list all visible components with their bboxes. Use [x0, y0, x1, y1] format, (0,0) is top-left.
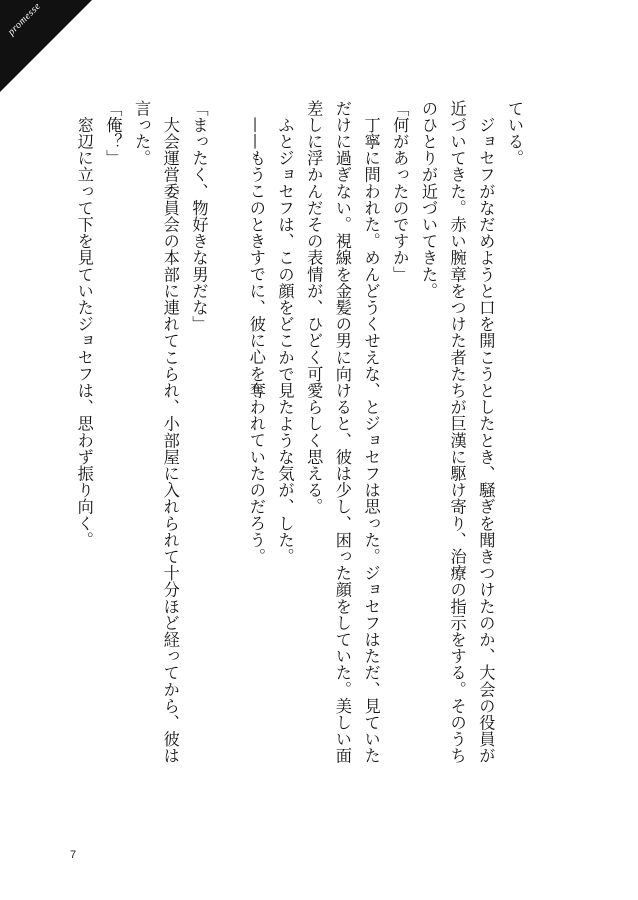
text-line: ている。 [505, 100, 524, 167]
text-line: 「まったく、物好きな男だな」 [189, 100, 209, 333]
vertical-text-body [69, 100, 528, 860]
text-line: 大会運営委員会の本部に連れてこられ、小部屋に入れられて十分ほど経ってから、彼は [160, 100, 180, 764]
text-line: 「俺？」 [103, 100, 123, 167]
text-line: ——もうこのときすでに、彼に心を奪われていたのだろう。 [246, 100, 266, 565]
corner-label: promesse [6, 0, 44, 38]
corner-tab [0, 0, 92, 92]
text-line: 丁寧に問われた。めんどうくせえな、とジョセフは思った。ジョセフはただ、見ていた [361, 100, 381, 764]
page-number: 7 [70, 849, 77, 861]
text-line: 差しに浮かんだその表情が、ひどく可愛らしく思える。 [304, 100, 324, 515]
text-line: 「何があったのですか」 [390, 100, 410, 283]
text-line: ふとジョセフは、この顔をどこかで見たような気が、した。 [275, 100, 295, 565]
text-line: ジョセフがなだめようと口を開こうとしたとき、騒ぎを聞きつけたのか、大会の役員が [476, 100, 496, 764]
text-line: だけに過ぎない。視線を金髪の男に向けると、彼は少し、困った顔をしていた。美しい面 [332, 100, 352, 764]
text-line: 窓辺に立って下を見ていたジョセフは、思わず振り向く。 [74, 100, 94, 549]
text-line: 言った。 [132, 100, 152, 167]
blank-line [212, 100, 241, 860]
text-line: 近づいてきた。赤い腕章をつけた者たちが巨漢に駆け寄り、治療の指示をする。そのうち [447, 100, 467, 764]
text-line: のひとりが近づいてきた。 [418, 100, 438, 300]
